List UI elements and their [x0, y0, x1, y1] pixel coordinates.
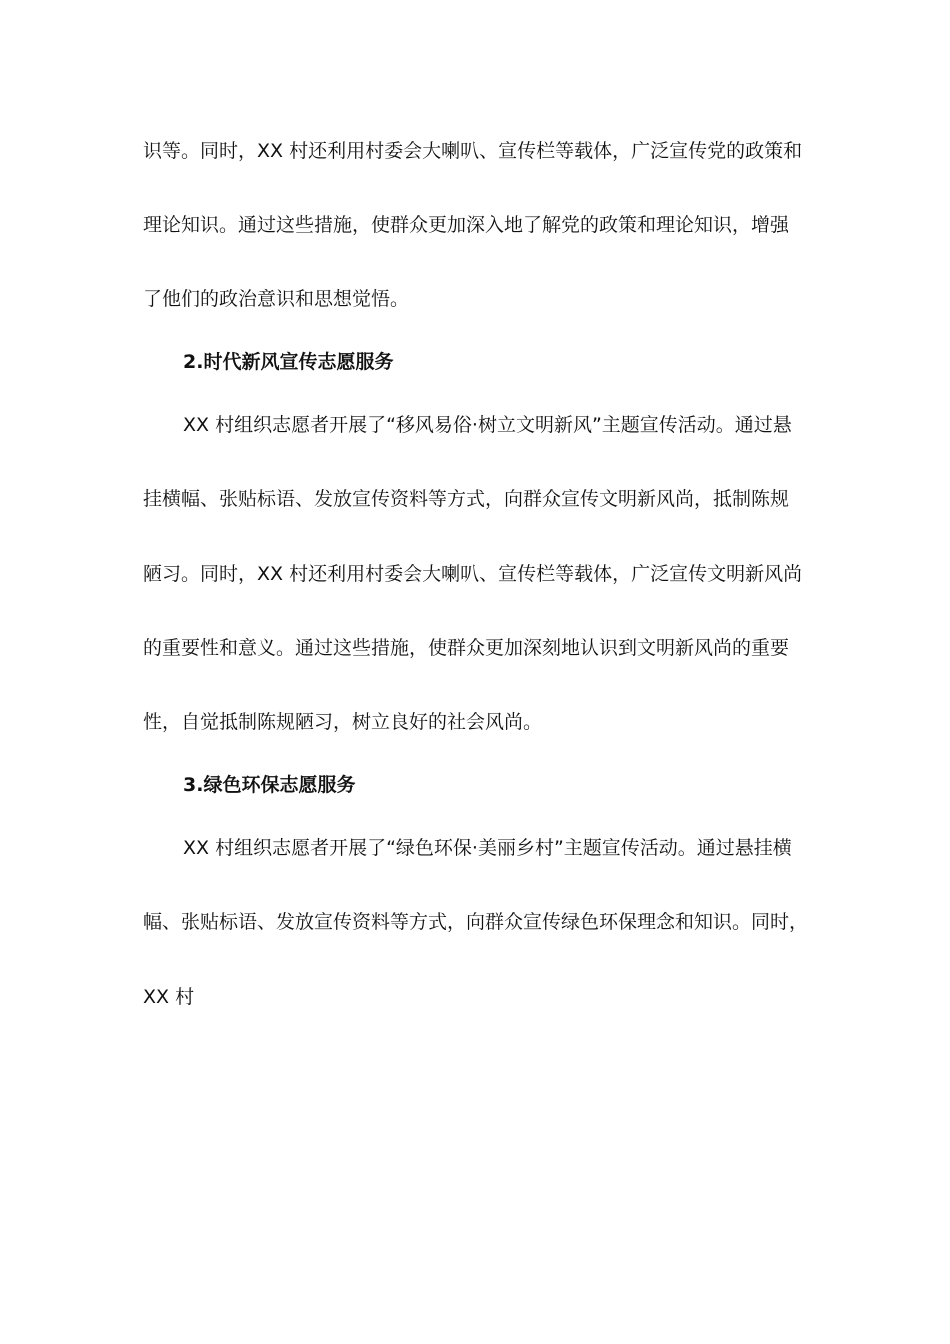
- section-heading: 3.绿色环保志愿服务: [183, 774, 356, 796]
- paragraph-line: 幅、张贴标语、发放宣传资料等方式，向群众宣传绿色环保理念和知识。同时，: [143, 911, 809, 933]
- paragraph-line: 的重要性和意义。通过这些措施，使群众更加深刻地认识到文明新风尚的重要: [143, 637, 790, 659]
- paragraph-line: XX 村组织志愿者开展了“移风易俗·树立文明新风”主题宣传活动。通过悬: [183, 414, 792, 436]
- paragraph-line: 性，自觉抵制陈规陋习，树立良好的社会风尚。: [143, 711, 543, 733]
- paragraph-line: 陋习。同时，XX 村还利用村委会大喇叭、宣传栏等载体，广泛宣传文明新风尚: [143, 563, 803, 585]
- paragraph-line: 挂横幅、张贴标语、发放宣传资料等方式，向群众宣传文明新风尚，抵制陈规: [143, 488, 790, 510]
- paragraph-line: XX 村组织志愿者开展了“绿色环保·美丽乡村”主题宣传活动。通过悬挂横: [183, 837, 792, 859]
- paragraph-line: 了他们的政治意识和思想觉悟。: [143, 288, 410, 310]
- section-heading: 2.时代新风宣传志愿服务: [183, 351, 394, 373]
- paragraph-line: 理论知识。通过这些措施，使群众更加深入地了解党的政策和理论知识，增强: [143, 214, 790, 236]
- paragraph-line: 识等。同时，XX 村还利用村委会大喇叭、宣传栏等载体，广泛宣传党的政策和: [143, 140, 803, 162]
- paragraph-line: XX 村: [143, 986, 195, 1008]
